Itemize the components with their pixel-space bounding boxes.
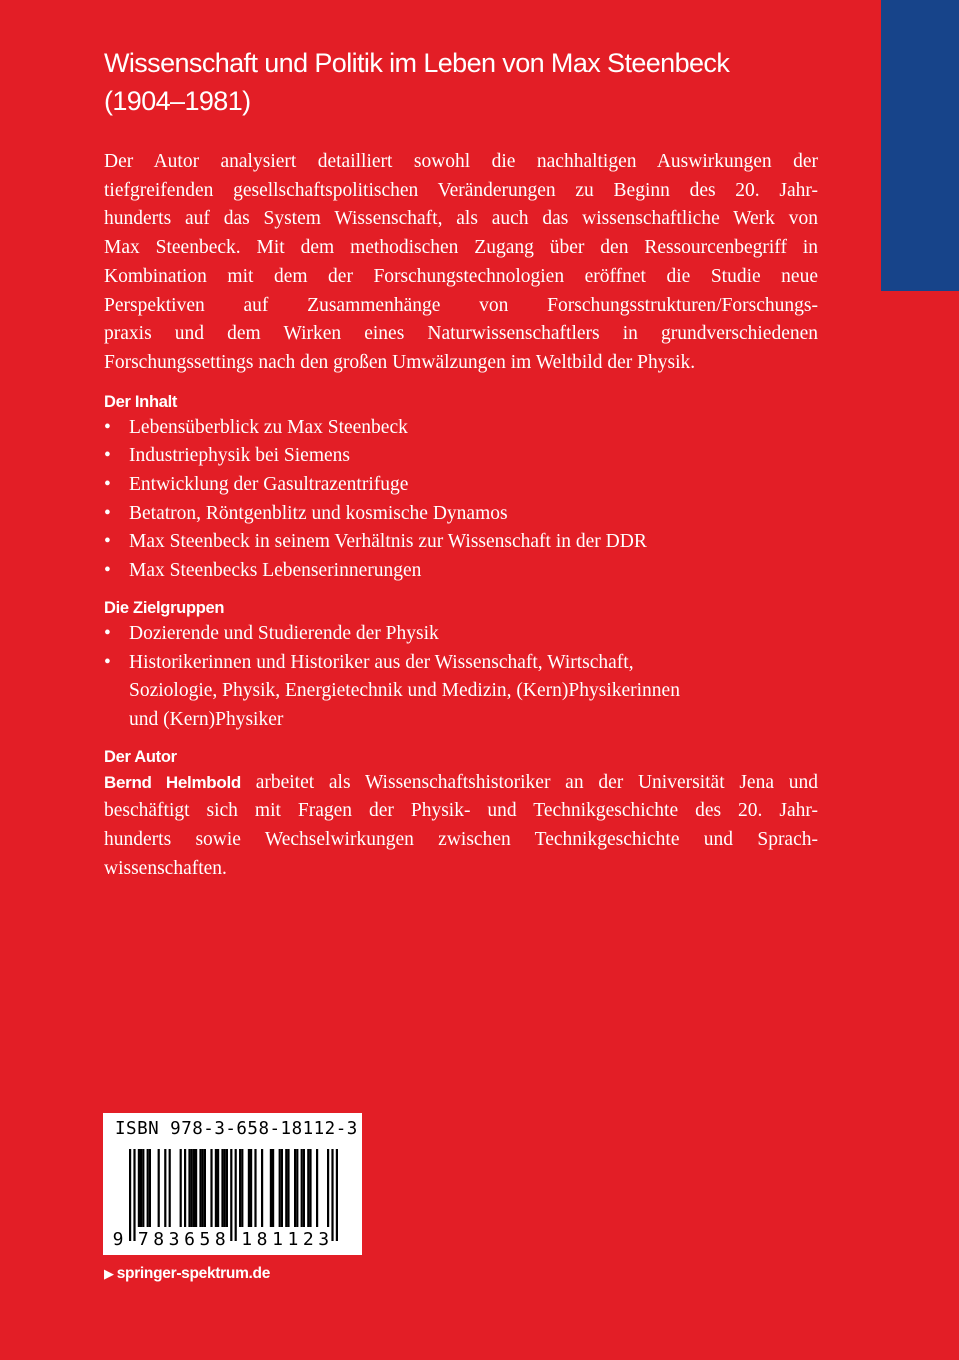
inhalt-list <box>104 414 818 586</box>
barcode-bar <box>149 1149 151 1227</box>
barcode-bar <box>235 1149 237 1241</box>
barcode-bar <box>294 1149 296 1227</box>
description-line: Der Autor analysiert detailliert sowohl die nachhaltigen Auswirkungen der <box>104 151 818 172</box>
autor-line: beschäftigt sich mit Fragen der Physik- und Technikgeschichte des 20. Jahr- <box>104 800 818 822</box>
barcode-digit: 8 <box>214 1229 226 1250</box>
list-item: • Max Steenbecks Lebenserinnerungen <box>104 557 818 586</box>
isbn-barcode <box>103 1113 362 1255</box>
barcode-bar <box>241 1149 243 1227</box>
barcode-bar <box>250 1149 252 1227</box>
autor-line: wissenschaften. <box>104 857 227 879</box>
barcode-bar <box>199 1149 201 1227</box>
title-line: (1904–1981) <box>104 86 251 116</box>
isbn-label: ISBN 978-3-658-18112-3 <box>115 1119 358 1139</box>
autor-line: hunderts sowie Wechselwirkungen zwischen Technikgeschichte und Sprach- <box>104 829 818 851</box>
barcode-bar <box>316 1149 318 1227</box>
barcode-bar <box>138 1149 140 1227</box>
barcode-digit: 5 <box>199 1229 211 1250</box>
barcode-bar <box>270 1149 272 1227</box>
description-line: Perspektiven auf Zusammenhänge von Forschungsstrukturen/Forschungs- <box>104 294 818 316</box>
barcode-digit: 1 <box>241 1229 253 1250</box>
list-item: • Max Steenbeck in seinem Verhältnis zur Wissenschaft in der DDR <box>104 528 818 557</box>
website-text: springer-spektrum.de <box>116 1265 271 1282</box>
barcode-bar <box>254 1149 256 1227</box>
play-arrow-icon: ▶ <box>104 1266 114 1281</box>
barcode-bar <box>239 1149 241 1227</box>
barcode-bar <box>331 1149 333 1241</box>
barcode-digit: 3 <box>168 1229 180 1250</box>
book-title <box>104 44 804 120</box>
barcode-bar <box>336 1149 338 1241</box>
publisher-website[interactable] <box>104 1265 270 1283</box>
barcode-bar <box>221 1149 223 1227</box>
list-item-line: und (Kern)Physiker <box>129 708 284 730</box>
barcode-bar <box>281 1149 283 1227</box>
list-item: • Betatron, Röntgenblitz und kosmische Dynamos <box>104 500 818 529</box>
description-line: praxis und dem Wirken eines Naturwissenschaftlers in grundverschiedenen <box>104 323 818 345</box>
barcode-digit: 8 <box>153 1229 165 1250</box>
barcode-bar <box>301 1149 303 1227</box>
inhalt-heading: Der Inhalt <box>104 392 178 411</box>
barcode-bar <box>195 1149 197 1227</box>
barcode-bar <box>215 1149 217 1227</box>
back-cover-text <box>104 148 818 895</box>
barcode-digit: 1 <box>272 1229 283 1250</box>
barcode-bar <box>261 1149 263 1227</box>
description-line: Kombination mit dem der Forschungstechnologien eröffnet die Studie neue <box>104 265 818 287</box>
barcode-bar <box>193 1149 195 1227</box>
description-line: Forschungssettings nach den großen Umwälzungen im Weltbild der Physik. <box>104 351 696 373</box>
barcode-bar <box>169 1149 171 1227</box>
barcode-digit: 6 <box>184 1229 195 1250</box>
zielgruppen-heading: Die Zielgruppen <box>104 598 225 617</box>
barcode-digit: 3 <box>318 1229 330 1250</box>
barcode-bar <box>202 1149 204 1227</box>
barcode-bar <box>188 1149 190 1227</box>
barcode-bar <box>142 1149 144 1227</box>
barcode-bar <box>287 1149 289 1227</box>
barcode-bar <box>217 1149 219 1227</box>
barcode-digit: 8 <box>256 1229 268 1250</box>
list-item <box>104 649 818 735</box>
barcode-bar <box>164 1149 166 1227</box>
description-paragraph <box>104 148 818 378</box>
barcode-bar <box>204 1149 206 1227</box>
barcode-bar <box>226 1149 228 1227</box>
list-item-line: • Historikerinnen und Historiker aus der Wissenschaft, Wirtschaft, <box>129 651 634 673</box>
barcode-bar <box>191 1149 193 1227</box>
autor-heading: Der Autor <box>104 747 177 766</box>
barcode-bar <box>309 1149 311 1227</box>
description-line: tiefgreifenden gesellschaftspolitischen Veränderungen zu Beginn des 20. Jahr- <box>104 179 818 201</box>
barcode-bar <box>248 1149 250 1227</box>
barcode-bar <box>327 1149 329 1227</box>
barcode-digit: 9 <box>112 1229 124 1250</box>
barcode-bar <box>307 1149 309 1227</box>
barcode-digit: 1 <box>287 1229 299 1250</box>
list-item: • Entwicklung der Gasultrazentrifuge <box>104 471 818 500</box>
author-name: Bernd Helmbold <box>104 772 241 792</box>
barcode-digit: 2 <box>302 1229 314 1250</box>
list-item: • Dozierende und Studierende der Physik <box>104 620 818 649</box>
barcode-bar <box>285 1149 287 1227</box>
list-item: • Lebensüberblick zu Max Steenbeck <box>104 414 818 443</box>
zielgruppen-list <box>104 620 818 735</box>
barcode-bar <box>129 1149 131 1241</box>
barcode-bar <box>210 1149 212 1227</box>
spine-color-band <box>881 0 959 291</box>
barcode-digit: 7 <box>137 1229 149 1250</box>
barcode-bar <box>279 1149 281 1227</box>
barcode-bar <box>158 1149 160 1227</box>
list-item: • Industriephysik bei Siemens <box>104 442 818 471</box>
barcode-bar <box>296 1149 298 1227</box>
barcode-bar <box>180 1149 182 1227</box>
autor-line <box>104 769 818 798</box>
autor-line-text: arbeitet als Wissenschaftshistoriker an der Universität Jena und <box>240 771 818 793</box>
list-item-line: Soziologie, Physik, Energietechnik und Medizin, (Kern)Physikerinnen <box>129 680 680 702</box>
barcode-bar <box>303 1149 305 1227</box>
barcode-bar <box>230 1149 232 1241</box>
barcode-bar <box>184 1149 186 1227</box>
title-line: Wissenschaft und Politik im Leben von Max Steenbeck <box>104 48 730 78</box>
description-line: Max Steenbeck. Mit dem methodischen Zugang über den Ressourcenbegriff in <box>104 237 818 259</box>
barcode-bar <box>140 1149 142 1227</box>
description-line: hunderts auf das System Wissenschaft, als auch das wissenschaftliche Werk von <box>104 208 818 230</box>
barcode-bar <box>147 1149 149 1227</box>
barcode-bar <box>272 1149 274 1227</box>
barcode-bar <box>133 1149 135 1241</box>
autor-paragraph <box>104 769 818 884</box>
barcode-bar <box>224 1149 226 1227</box>
